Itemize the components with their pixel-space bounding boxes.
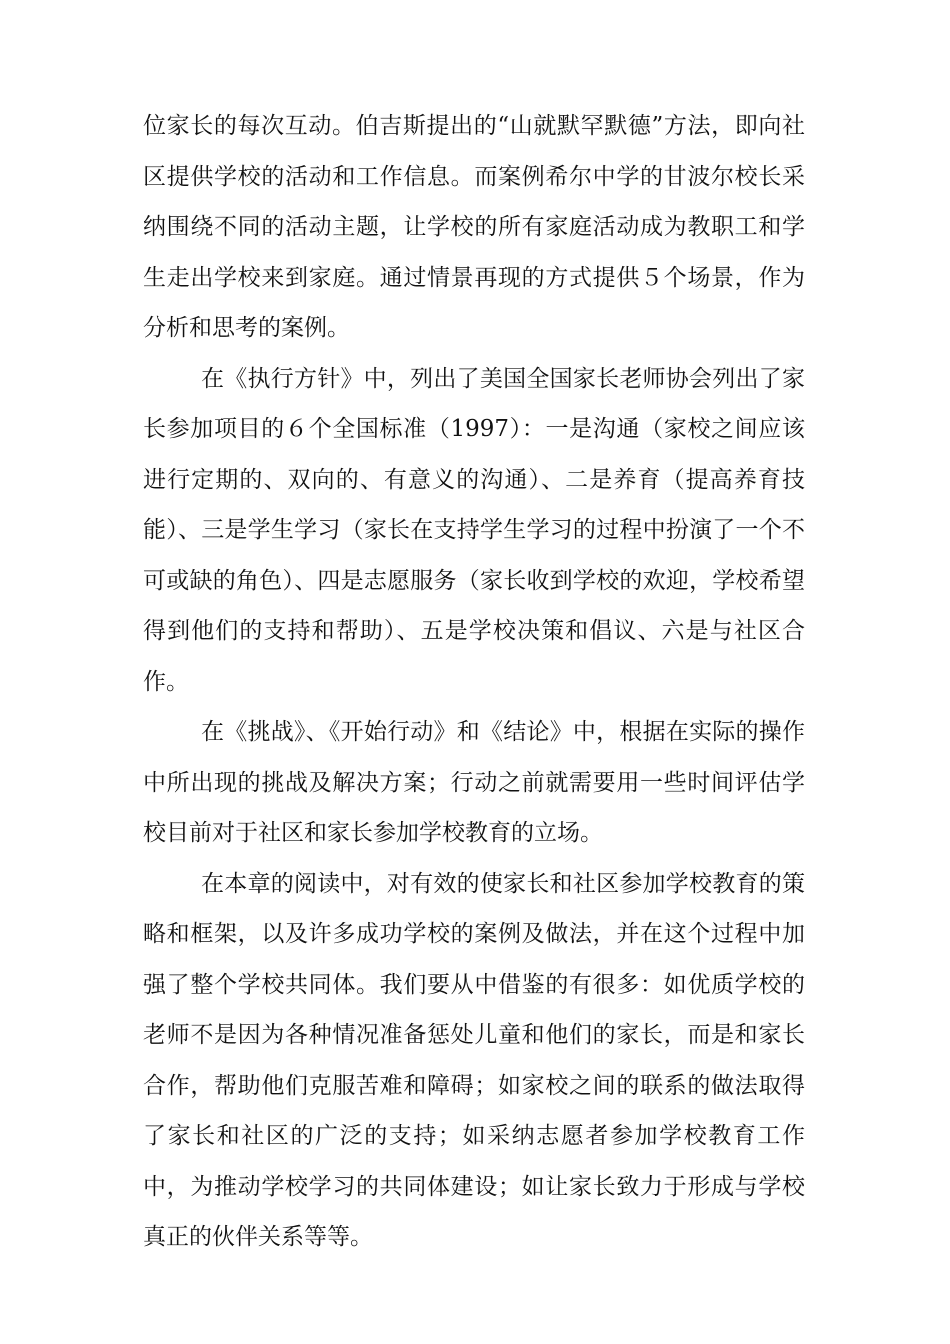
paragraph-2: 在《执行方针》中，列出了美国全国家长老师协会列出了家长参加项目的６个全国标准（1997）：一是沟通（家校之间应该进行定期的、双向的、有意义的沟通）、二是养育（提高养育技能）、三是学生学习（家长在支持学生学习的过程中扮演了一个不可或缺的角色）、四是志愿服务（家长收到学校的欢迎，学校希望得到他们的支持和帮助）、五是学校决策和倡议、六是与社区合作。: [143, 365, 805, 695]
paragraph-4: 在本章的阅读中，对有效的使家长和社区参加学校教育的策略和框架，以及许多成功学校的案例及做法，并在这个过程中加强了整个学校共同体。我们要从中借鉴的有很多：如优质学校的老师不是因为各种情况准备惩处儿童和他们的家长，而是和家长合作，帮助他们克服苦难和障碍；如家校之间的联系的做法取得了家长和社区的广泛的支持；如采纳志愿者参加学校教育工作中，为推动学校学习的共同体建设；如让家长致力于形成与学校真正的伙伴关系等等。: [143, 870, 805, 1250]
paragraph-1: 位家长的每次互动。伯吉斯提出的“山就默罕默德”方法，即向社区提供学校的活动和工作信息。而案例希尔中学的甘波尔校长采纳围绕不同的活动主题，让学校的所有家庭活动成为教职工和学生走出学校来到家庭。通过情景再现的方式提供５个场景，作为分析和思考的案例。: [143, 113, 805, 341]
paragraph-3: 在《挑战》、《开始行动》和《结论》中，根据在实际的操作中所出现的挑战及解决方案；行动之前就需要用一些时间评估学校目前对于社区和家长参加学校教育的立场。: [143, 719, 805, 846]
document-body: [143, 101, 805, 1263]
